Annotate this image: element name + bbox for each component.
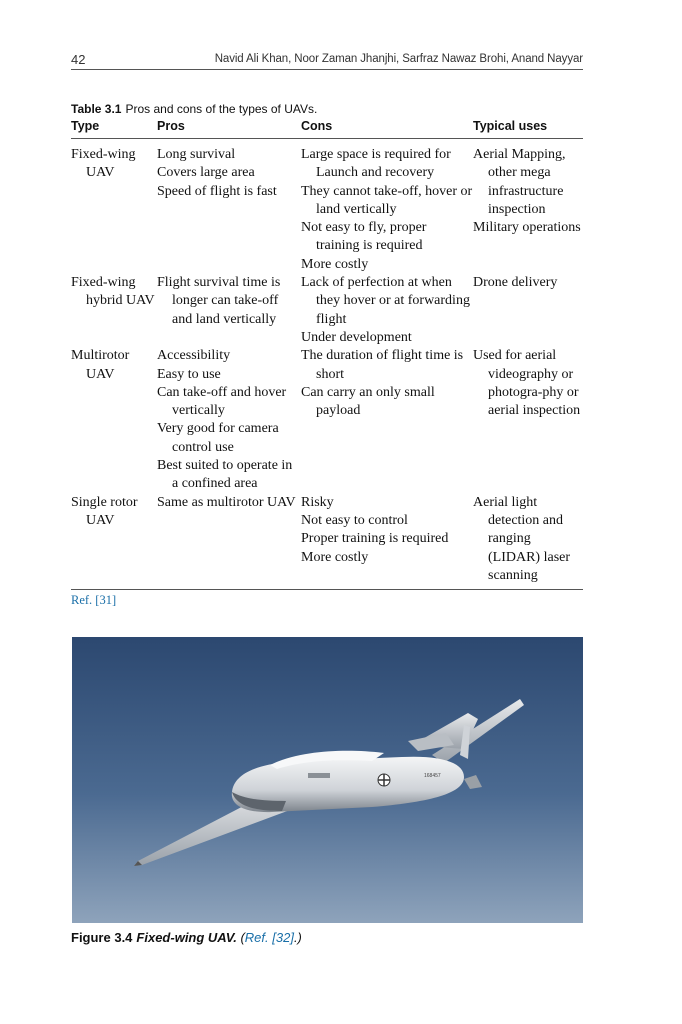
table-row [71, 494, 583, 590]
cell-entry: Large space is required for Launch and recovery [301, 147, 451, 181]
table-cell-cons [301, 139, 473, 275]
cell-entry: Not easy to control [301, 512, 408, 528]
table-caption [71, 102, 317, 116]
cell-entry: The duration of flight time is short [301, 348, 464, 382]
cell-entry: Easy to use [157, 366, 221, 382]
table-cell-type [71, 274, 157, 347]
cell-entry: Risky [301, 494, 334, 510]
table-cell-pros [157, 274, 301, 347]
cell-entry: Used for aerial videography or photogra-phy or aerial inspection [473, 348, 581, 419]
figure-reference-link[interactable]: Ref. [32] [244, 930, 294, 945]
table-cell-pros [157, 347, 301, 493]
cell-entry: Speed of flight is fast [157, 183, 277, 199]
cell-entry: Flight survival time is longer can take-off and land vertically [157, 275, 281, 327]
cell-entry: Covers large area [157, 165, 255, 181]
column-header-cons: Cons [301, 117, 473, 139]
table-cell-cons [301, 494, 473, 590]
cell-entry: Same as multirotor UAV [157, 494, 296, 510]
table-row [71, 347, 583, 493]
cell-entry: Fixed-wing hybrid UAV [71, 275, 155, 309]
column-header-uses: Typical uses [473, 117, 583, 139]
figure-label: Figure 3.4 [71, 930, 133, 945]
table-reference[interactable]: Ref. [31] [71, 593, 117, 607]
figure-title: Fixed-wing UAV. [136, 930, 237, 945]
cell-entry: Best suited to operate in a confined area [157, 458, 293, 492]
cell-entry: Military operations [473, 220, 581, 236]
table-cell-type [71, 139, 157, 275]
table-cell-pros [157, 139, 301, 275]
tail-number: 168457 [424, 773, 441, 779]
table-cell-type [71, 494, 157, 590]
cell-entry: Under development [301, 329, 412, 345]
table-cell-uses [473, 139, 583, 275]
cell-entry: Fixed-wing UAV [71, 147, 136, 181]
table-row [71, 139, 583, 275]
figure-ref-open: ( [240, 930, 245, 945]
cell-entry: Very good for camera control use [157, 421, 279, 455]
cell-entry: Single rotor UAV [71, 494, 138, 528]
cell-entry: Proper training is required [301, 531, 449, 547]
uav-table [71, 117, 583, 590]
table-cell-uses [473, 347, 583, 493]
cell-entry: Aerial light detection and ranging (LIDAR) laser scanning [473, 494, 571, 583]
page-number: 42 [71, 52, 86, 67]
table-body [71, 139, 583, 590]
column-header-type: Type [71, 117, 157, 139]
table-cell-uses [473, 494, 583, 590]
cell-entry: Not easy to fly, proper training is required [301, 220, 427, 254]
table-cell-cons [301, 274, 473, 347]
table-cell-type [71, 347, 157, 493]
cell-entry: More costly [301, 549, 369, 565]
table-header-row [71, 117, 583, 139]
cell-entry: Lack of perfection at when they hover or at forwarding flight [301, 275, 470, 327]
table-cell-uses [473, 274, 583, 347]
uav-photo [72, 637, 583, 923]
table-label: Table 3.1 [71, 102, 122, 116]
page-header [71, 50, 583, 70]
cell-entry: Multirotor UAV [71, 348, 130, 382]
cell-entry: Aerial Mapping, other mega infrastructure inspection [473, 147, 566, 217]
table-title: Pros and cons of the types of UAVs. [125, 102, 318, 116]
cell-entry: Can take-off and hover vertically [157, 384, 287, 419]
table-cell-cons [301, 347, 473, 493]
cell-entry: Accessibility [157, 348, 231, 364]
cell-entry: Drone delivery [473, 275, 558, 291]
column-header-pros: Pros [157, 117, 301, 139]
cell-entry: More costly [301, 256, 369, 272]
figure-caption [71, 930, 302, 945]
figure-ref-close: .) [293, 930, 302, 945]
cell-entry: Can carry an only small payload [301, 384, 435, 419]
cell-entry: Long survival [157, 147, 236, 162]
table-row [71, 274, 583, 347]
running-head-authors: Navid Ali Khan, Noor Zaman Jhanjhi, Sarfraz Nawaz Brohi, Anand Nayyar [214, 53, 583, 65]
cell-entry: They cannot take-off, hover or land vertically [301, 183, 473, 217]
table-cell-pros [157, 494, 301, 590]
